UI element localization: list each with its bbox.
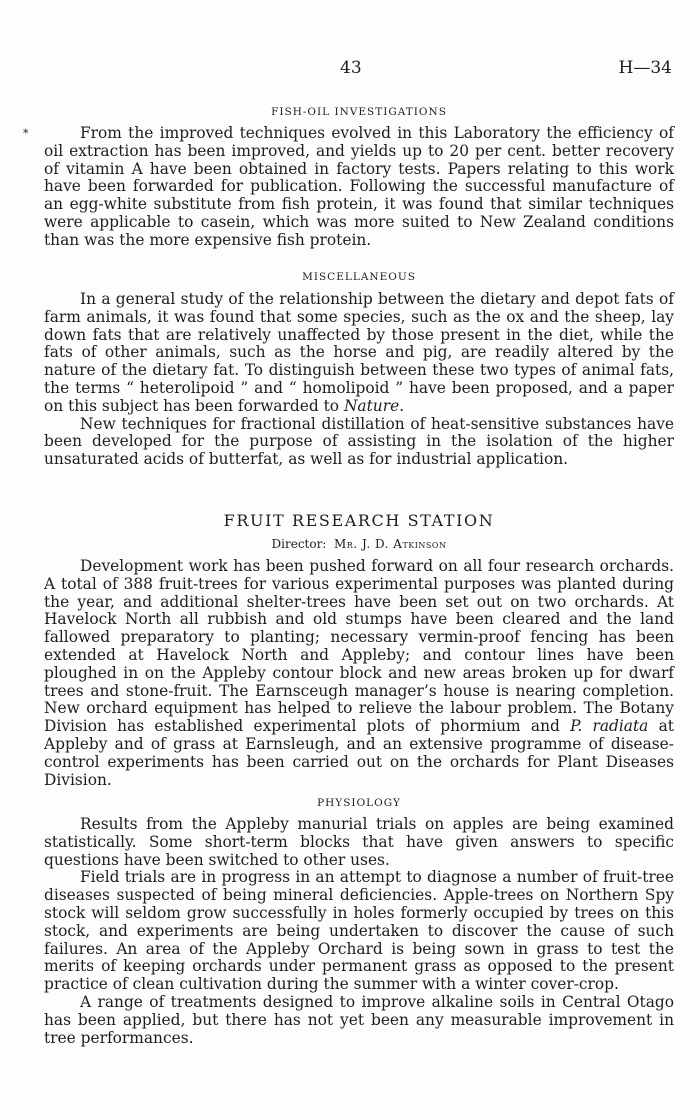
miscellaneous-paragraph-1-end: .	[399, 396, 405, 415]
page-number: 43	[340, 58, 362, 78]
director-line	[44, 536, 674, 552]
miscellaneous-paragraph-1	[44, 291, 674, 416]
director-name: Mr. J. D. Atkinson	[334, 537, 447, 551]
fish-oil-section	[44, 105, 674, 250]
physiology-paragraph-2: Field trials are in progress in an attempt to diagnose a number of fruit-tree diseases suspected of being mineral deficiencies. Apple-trees on Northern Spy stock will seldom grow successfully in holes formerly occupied by trees on this stock, and experiments are being undertaken to discover the cause of such failures. An area of the Appleby Orchard is being sown in grass to test the merits of keeping orchards under permanent grass as opposed to the present practice of clean cultivation during the summer with a winter cover-crop.	[44, 868, 674, 994]
fish-oil-paragraph: From the improved techniques evolved in this Laboratory the efficiency of oil extraction has been improved, and yields up to 20 per cent. better recovery of vitamin A have been obtained in factory tests. Papers relating to this work have been forwarded for publication. Following the successful manufacture of an egg-white substitute from fish protein, it was found that similar techniques were applicable to casein, which was more suited to New Zealand conditions than was the more expensive fish protein.	[44, 124, 674, 249]
miscellaneous-section	[44, 270, 674, 469]
fruit-research-paragraph-text-a: Development work has been pushed forward on all four research orchards. A total of 388 fruit-trees for various experimental purposes was planted during the year, and additional shelter-trees have been set out on two orchards. At Havelock North all rubbish and old stumps have been cleared and the land fallowed preparatory to planting; necessary vermin-proof fencing has been extended at Havelock North and Appleby; and contour lines have been ploughed in on the Appleby contour block and new areas broken up for dwarf trees and stone-fruit. The Earnsceugh manager’s house is nearing completion. New orchard equipment has helped to relieve the labour problem. The Botany Division has established experimental plots of phormium and	[44, 557, 674, 736]
journal-name: Nature	[343, 396, 400, 415]
species-name: P. radiata	[570, 717, 649, 736]
miscellaneous-paragraph-1-text: In a general study of the relationship between the dietary and depot fats of farm animals, it was found that some species, such as the ox and the sheep, lay down fats that are relatively unaffected by those present in the diet, while the fats of other animals, such as the horse and pig, are readily altered by the nature of the dietary fat. To distinguish between these two types of animal fats, the terms “ heterolipoid ” and “ homolipoid ” have been proposed, and a paper on this subject has been forwarded to	[44, 290, 674, 415]
physiology-paragraph-3: A range of treatments designed to improve alkaline soils in Central Otago has been applied, but there has not yet been any measurable improvement in tree performances.	[44, 992, 674, 1047]
physiology-section	[44, 796, 674, 1047]
document-reference: H—34	[618, 58, 672, 78]
fruit-research-section	[44, 510, 674, 789]
fish-oil-heading: FISH-OIL INVESTIGATIONS	[271, 106, 447, 118]
miscellaneous-heading: MISCELLANEOUS	[302, 271, 416, 283]
director-label: Director:	[271, 537, 327, 551]
physiology-paragraph-1: Results from the Appleby manurial trials on apples are being examined statistically. Some short-term blocks that have given answers to specific questions have been switched to other uses.	[44, 815, 674, 869]
physiology-heading: PHYSIOLOGY	[317, 797, 401, 809]
miscellaneous-paragraph-2: New techniques for fractional distillation of heat-sensitive substances have been developed for the purpose of assisting in the isolation of the higher unsaturated acids of butterfat, as well as for industrial application.	[44, 414, 674, 469]
margin-mark: *	[23, 127, 29, 140]
fruit-research-heading: FRUIT RESEARCH STATION	[223, 511, 495, 530]
fruit-research-paragraph	[44, 558, 674, 789]
fruit-research-paragraph-text-b: at Appleby and of grass at Earnsleugh, and an extensive programme of disease-control experiments has been carried out on the orchards for Plant Diseases Division.	[44, 717, 674, 789]
